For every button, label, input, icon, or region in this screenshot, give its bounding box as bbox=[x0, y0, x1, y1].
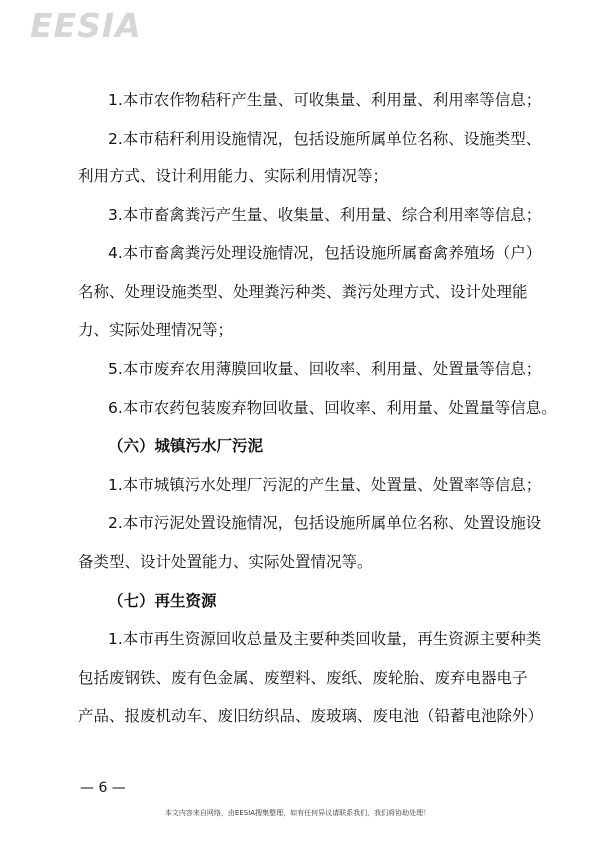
paragraph-line: 力、实际处理情况等； bbox=[78, 321, 234, 339]
paragraph-line: 备类型、设计处置能力、实际处置情况等。 bbox=[78, 553, 373, 571]
paragraph-line: 1.本市农作物秸秆产生量、可收集量、利用量、利用率等信息； bbox=[108, 91, 542, 109]
section-heading: （七）再生资源 bbox=[108, 592, 217, 610]
paragraph-line: 名称、处理设施类型、处理粪污种类、粪污处理方式、设计处理能 bbox=[78, 283, 528, 301]
paragraph-line: 4.本市畜禽粪污处理设施情况，包括设施所属畜禽养殖场（户） bbox=[108, 244, 542, 262]
eesia-logo: EESIA bbox=[30, 6, 142, 45]
paragraph-line: 产品、报废机动车、废旧纺织品、废玻璃、废电池（铅蓄电池除外） bbox=[78, 707, 544, 725]
footer-disclaimer: 本文内容来自网络，由EESIA搜集整理，如有任何异议请联系我们，我们将协助处理！ bbox=[164, 809, 431, 817]
paragraph-line: 2.本市污泥处置设施情况，包括设施所属单位名称、处置设施设 bbox=[108, 514, 542, 532]
paragraph-line: 2.本市秸秆利用设施情况，包括设施所属单位名称、设施类型、 bbox=[108, 130, 542, 148]
page-number: — 6 — bbox=[80, 780, 126, 796]
section-heading: （六）城镇污水厂污泥 bbox=[108, 437, 264, 455]
paragraph-line: 3.本市畜禽粪污产生量、收集量、利用量、综合利用率等信息； bbox=[108, 206, 542, 224]
paragraph-line: 5.本市废弃农用薄膜回收量、回收率、利用量、处置量等信息； bbox=[108, 360, 542, 378]
paragraph-line: 包括废钢铁、废有色金属、废塑料、废纸、废轮胎、废弃电器电子 bbox=[78, 669, 528, 687]
paragraph-line: 1.本市再生资源回收总量及主要种类回收量，再生资源主要种类 bbox=[108, 630, 542, 648]
paragraph-line: 1.本市城镇污水处理厂污泥的产生量、处置量、处置率等信息； bbox=[108, 476, 542, 494]
paragraph-line: 6.本市农药包装废弃物回收量、回收率、利用量、处置量等信息。 bbox=[108, 399, 557, 417]
paragraph-line: 利用方式、设计利用能力、实际利用情况等； bbox=[78, 167, 389, 185]
